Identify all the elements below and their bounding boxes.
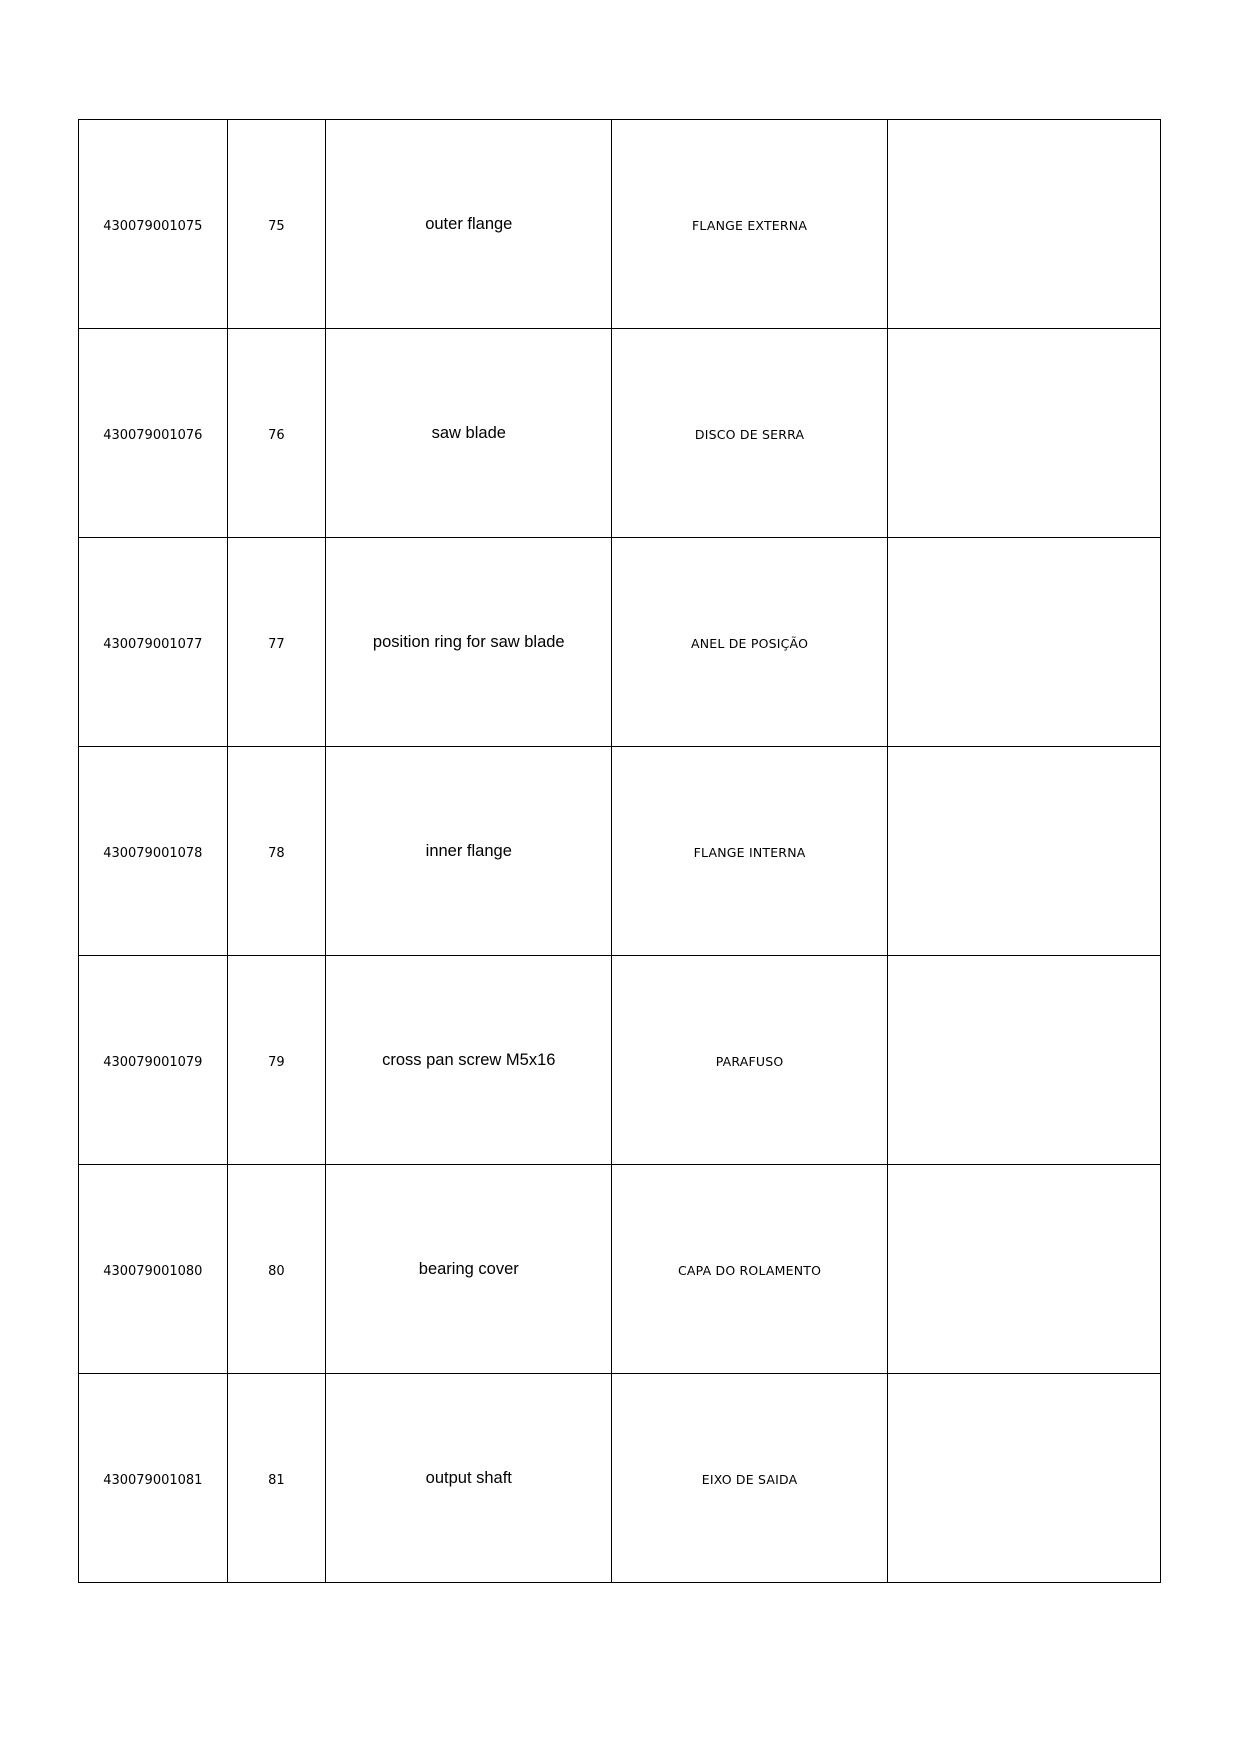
portuguese-name: FLANGE INTERNA — [693, 844, 806, 860]
english-name: inner flange — [425, 842, 512, 860]
notes-cell — [887, 1374, 1160, 1583]
english-name-cell — [326, 747, 612, 956]
english-name: saw blade — [431, 424, 506, 442]
english-name-cell — [326, 1165, 612, 1374]
item-number: 77 — [268, 636, 285, 652]
table-row — [79, 329, 1161, 538]
item-number-cell — [227, 538, 325, 747]
part-code-cell — [79, 1165, 228, 1374]
table-row — [79, 956, 1161, 1165]
part-code: 430079001081 — [103, 1472, 203, 1488]
portuguese-name: CAPA DO ROLAMENTO — [677, 1262, 822, 1278]
portuguese-name: DISCO DE SERRA — [694, 426, 805, 442]
part-code: 430079001079 — [103, 1054, 203, 1070]
part-code: 430079001077 — [103, 636, 203, 652]
item-number: 78 — [268, 845, 285, 861]
item-number: 75 — [268, 218, 285, 234]
portuguese-name: PARAFUSO — [715, 1053, 784, 1069]
part-code-cell — [79, 538, 228, 747]
part-code: 430079001078 — [103, 845, 203, 861]
english-name: bearing cover — [418, 1260, 519, 1278]
english-name-cell — [326, 329, 612, 538]
part-code-cell — [79, 747, 228, 956]
notes-cell — [887, 538, 1160, 747]
part-code-cell — [79, 120, 228, 329]
english-name: position ring for saw blade — [372, 633, 565, 651]
table-row — [79, 747, 1161, 956]
notes-cell — [887, 329, 1160, 538]
english-name: outer flange — [425, 215, 513, 233]
part-code: 430079001075 — [103, 218, 203, 234]
part-code: 430079001080 — [103, 1263, 203, 1279]
item-number-cell — [227, 747, 325, 956]
item-number-cell — [227, 1165, 325, 1374]
portuguese-name-cell — [612, 538, 887, 747]
portuguese-name-cell — [612, 1165, 887, 1374]
portuguese-name: FLANGE EXTERNA — [692, 217, 808, 233]
english-name-cell — [326, 120, 612, 329]
item-number: 81 — [268, 1472, 285, 1488]
item-number-cell — [227, 120, 325, 329]
english-name-cell — [326, 538, 612, 747]
notes-cell — [887, 956, 1160, 1165]
notes-cell — [887, 120, 1160, 329]
item-number: 80 — [268, 1263, 285, 1279]
parts-table — [78, 119, 1161, 1583]
portuguese-name-cell — [612, 120, 887, 329]
english-name: output shaft — [425, 1469, 512, 1487]
portuguese-name-cell — [612, 329, 887, 538]
item-number: 79 — [268, 1054, 285, 1070]
table-row — [79, 120, 1161, 329]
item-number-cell — [227, 1374, 325, 1583]
notes-cell — [887, 747, 1160, 956]
table-row — [79, 1165, 1161, 1374]
part-code-cell — [79, 1374, 228, 1583]
portuguese-name: EIXO DE SAIDA — [701, 1471, 798, 1487]
portuguese-name-cell — [612, 956, 887, 1165]
english-name-cell — [326, 1374, 612, 1583]
notes-cell — [887, 1165, 1160, 1374]
portuguese-name: ANEL DE POSIÇÃO — [691, 635, 809, 651]
portuguese-name-cell — [612, 1374, 887, 1583]
english-name-cell — [326, 956, 612, 1165]
english-name: cross pan screw M5x16 — [382, 1051, 556, 1069]
item-number: 76 — [268, 427, 285, 443]
portuguese-name-cell — [612, 747, 887, 956]
table-row — [79, 538, 1161, 747]
table-row — [79, 1374, 1161, 1583]
part-code-cell — [79, 956, 228, 1165]
item-number-cell — [227, 329, 325, 538]
item-number-cell — [227, 956, 325, 1165]
part-code-cell — [79, 329, 228, 538]
part-code: 430079001076 — [103, 427, 203, 443]
